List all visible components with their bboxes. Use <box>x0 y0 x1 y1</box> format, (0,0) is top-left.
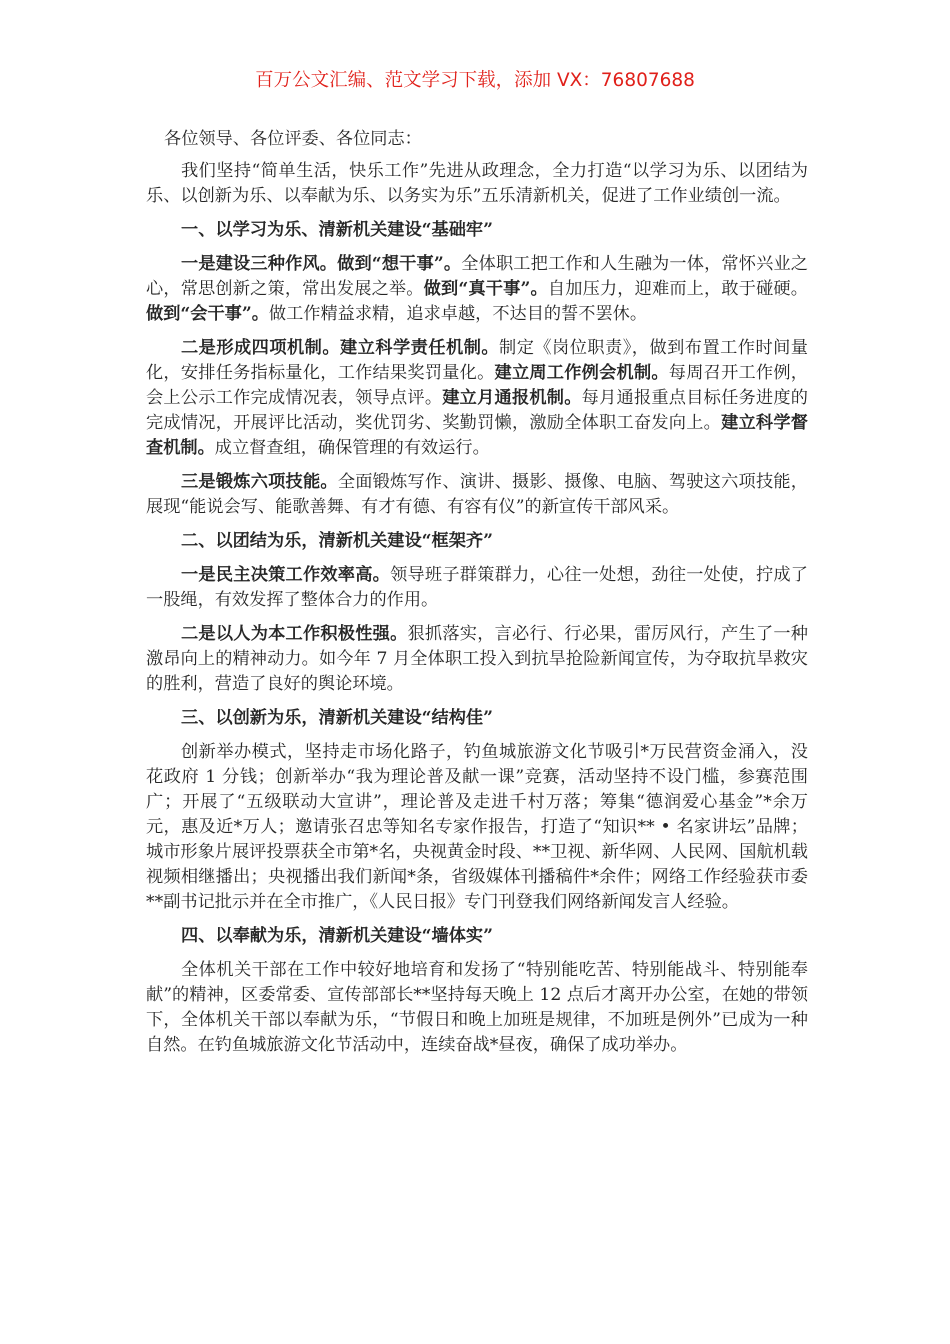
body-text: 每月通报重点目标任务进度的完成情况，开展评比活动，奖优罚劣、奖勤罚懒，激励全体职工奋发向上。 <box>146 388 808 433</box>
key-text: 建立月通报机制。 <box>442 388 582 408</box>
key-text: 做到“想干事”。 <box>337 254 462 274</box>
lead-text: 二是形成四项机制。 <box>181 338 341 358</box>
section-4-heading: 四、以奉献为乐，清新机关建设“墙体实” <box>181 926 493 946</box>
body-text: 全体职工把工作和人生融为一体，常怀兴业之心，常思创新之策，常出发展之举。 <box>146 254 808 299</box>
lead-text: 一是民主决策工作效率高。 <box>181 565 391 585</box>
promo-banner: 百万公文汇编、范文学习下载，添加 VX：76807688 <box>255 70 695 91</box>
section-2-paragraph-2 <box>146 622 808 697</box>
section-1-paragraph-1 <box>146 252 808 327</box>
key-text: 建立周工作例会机制。 <box>494 363 669 383</box>
document-body <box>146 127 808 1067</box>
body-text: 做工作精益求精，追求卓越，不达目的誓不罢休。 <box>268 304 648 324</box>
lead-text: 一是建设三种作风。 <box>181 254 338 274</box>
section-1-heading: 一、以学习为乐、清新机关建设“基础牢” <box>181 220 493 240</box>
body-text: 领导班子群策群力，心往一处想，劲往一处使，拧成了一股绳，有效发挥了整体合力的作用。 <box>146 565 808 610</box>
body-text: 全面锻炼写作、演讲、摄影、摄像、电脑、驾驶这六项技能，展现“能说会写、能歌善舞、有才有德、有容有仪”的新宣传干部风采。 <box>146 472 808 517</box>
lead-text: 二是以人为本工作积极性强。 <box>181 624 408 644</box>
body-text: 每周召开工作例，会上公示工作完成情况表，领导点评。 <box>146 363 808 408</box>
body-text: 狠抓落实，言必行、行必果，雷厉风行，产生了一种激昂向上的精神动力。如今年 7 月全体职工投入到抗旱抢险新闻宣传，为夺取抗旱救灾的胜利，营造了良好的舆论环境。 <box>146 624 808 694</box>
section-1-paragraph-3 <box>146 470 808 520</box>
body-text: 制定《岗位职责》，做到布置工作时间量化，安排任务指标量化，工作结果奖罚量化。 <box>146 338 808 383</box>
lead-text: 三是锻炼六项技能。 <box>181 472 338 492</box>
body-text: 成立督查组，确保管理的有效运行。 <box>214 438 490 458</box>
intro-paragraph: 我们坚持“简单生活，快乐工作”先进从政理念，全力打造“以学习为乐、以团结为乐、以创新为乐、以奉献为乐、以务实为乐”五乐清新机关，促进了工作业绩创一流。 <box>146 161 808 206</box>
key-text: 建立科学督查机制。 <box>146 413 808 458</box>
key-text: 建立科学责任机制。 <box>340 338 500 358</box>
section-1-paragraph-2 <box>146 336 808 461</box>
section-2-heading: 二、以团结为乐，清新机关建设“框架齐” <box>181 531 493 551</box>
key-text: 做到“真干事”。 <box>423 279 548 299</box>
section-4-paragraph-1: 全体机关干部在工作中较好地培育和发扬了“特别能吃苦、特别能战斗、特别能奉献”的精神，区委常委、宣传部部长**坚持每天晚上 12 点后才离开办公室，在她的带领下，全体机关干部以奉献为乐，“节假日和晚上加班是规律，不加班是例外”已成为一种自然。在钓鱼城旅游文化节活动中，连续奋战*昼夜，确保了成功举办。 <box>146 960 808 1055</box>
key-text: 做到“会干事”。 <box>146 304 269 324</box>
salutation: 各位领导、各位评委、各位同志： <box>164 129 422 149</box>
section-3-heading: 三、以创新为乐，清新机关建设“结构佳” <box>181 708 493 728</box>
section-2-paragraph-1 <box>146 563 808 613</box>
section-3-paragraph-1: 创新举办模式，坚持走市场化路子，钓鱼城旅游文化节吸引*万民营资金涌入，没花政府 1 分钱；创新举办“我为理论普及献一课”竞赛，活动坚持不设门槛，参赛范围广；开展了“五级联动大宣讲”，理论普及走进千村万落；筹集“德润爱心基金”*余万元，惠及近*万人；邀请张召忠等知名专家作报告，打造了“知识** • 名家讲坛”品牌；城市形象片展评投票获全市第*名，央视黄金时段、**卫视、新华网、人民网、国航机载视频相继播出；央视播出我们新闻*条，省级媒体刊播稿件*余件；网络工作经验获市委**副书记批示并在全市推广，《人民日报》专门刊登我们网络新闻发言人经验。 <box>146 742 808 912</box>
body-text: 自加压力，迎难而上，敢于碰硬。 <box>547 279 808 299</box>
